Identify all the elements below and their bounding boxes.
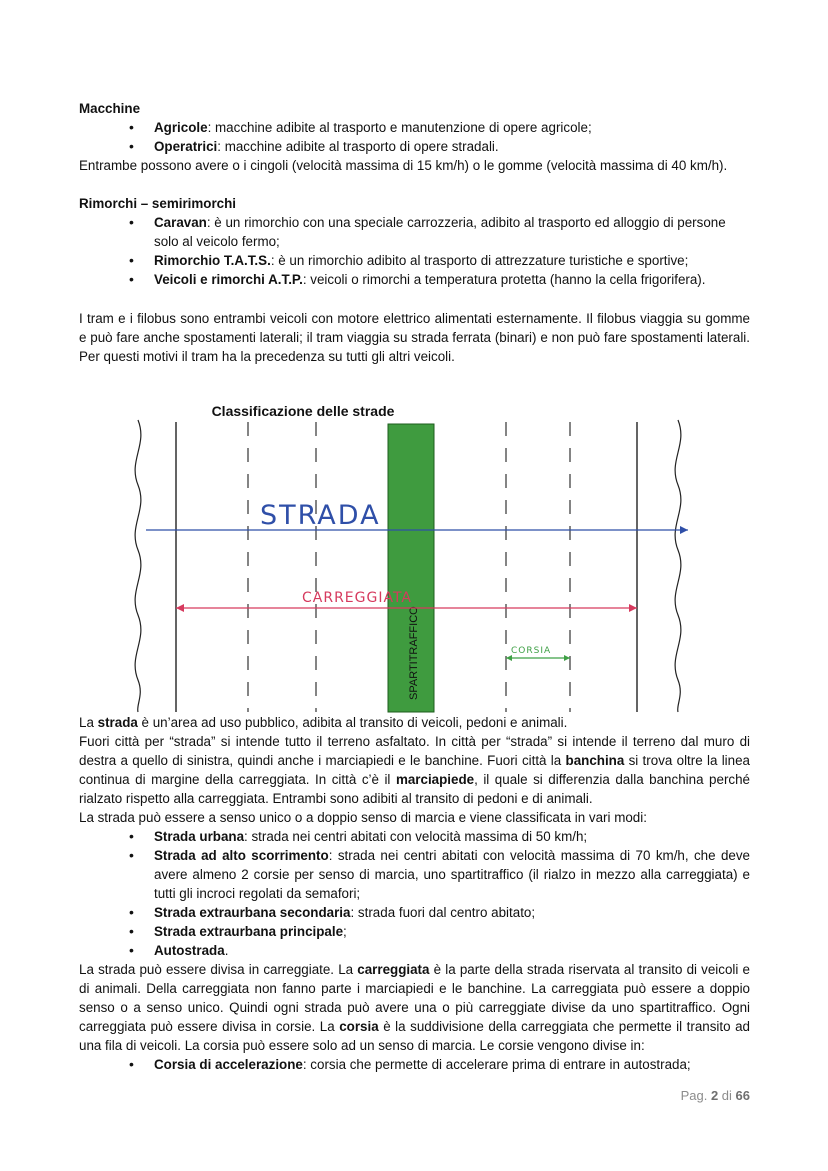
road-classification-intro: La strada può essere a senso unico o a doppio senso di marcia e viene classificata in vari modi:	[79, 810, 647, 825]
list-item	[79, 251, 750, 270]
term-corsia: corsia	[339, 1019, 379, 1034]
list-item	[79, 903, 750, 922]
item-text: : strada nei centri abitati con velocità massima di 70 km/h, che deve avere almeno 2 corsie per senso di marcia, uno spartitraffico (il rialzo in mezzo alla carreggiata) e tutti gli incroci regolati da semafori;	[154, 848, 750, 901]
trailers-section	[79, 194, 750, 289]
list-item	[79, 213, 750, 251]
term-banchina: banchina	[565, 753, 625, 768]
strada-arrowhead	[680, 526, 688, 534]
term-marciapiede: marciapiede	[395, 772, 475, 787]
item-term: Agricole	[154, 120, 208, 135]
carreggiata-arrowhead-left	[176, 604, 184, 612]
item-text: : macchine adibite al trasporto di opere stradali.	[217, 139, 499, 154]
item-text: .	[224, 943, 229, 958]
road-types-list	[79, 827, 750, 960]
item-text: : veicoli o rimorchi a temperatura protetta (hanno la cella frigorifera).	[302, 272, 706, 287]
list-item	[79, 270, 750, 289]
list-item	[79, 846, 750, 903]
road-classification-diagram	[110, 400, 710, 715]
item-term: Strada extraurbana secondaria	[154, 905, 351, 920]
carreggiata-arrowhead-right	[629, 604, 637, 612]
item-text: : è un rimorchio adibito al trasporto di attrezzature turistiche e sportive;	[270, 253, 689, 268]
item-term: Autostrada	[154, 943, 225, 958]
road-section	[79, 713, 750, 1074]
item-text: : è un rimorchio con una speciale carrozzeria, adibito al trasporto ed alloggio di persone solo al veicolo fermo;	[154, 215, 726, 249]
term-strada: strada	[97, 715, 138, 730]
text-span: è la parte della strada riservata al transito di veicoli e di animali. Della carreggiata non fanno parte i marciapiedi e le banchine. La carreggiata può essere a doppio senso o a senso unico. Quindi ogni strada può avere una o più carreggiate divise da uno spartitraffico. Ogni carreggiata può essere divisa in corsie. La	[79, 962, 750, 1034]
item-term: Strada extraurbana principale	[154, 924, 344, 939]
corsia-label: CORSIA	[511, 646, 552, 656]
text-span: Fuori città per “strada” si intende tutto il terreno asfaltato. In città per “strada” si intende il terreno dal muro di destra a quello di sinistra, quindi anche i marciapiedi e le banchine. Fuori città la	[79, 734, 750, 768]
right-wavy-edge	[675, 420, 681, 712]
footer-middle: di	[718, 1088, 736, 1103]
text-span: , il quale si differenzia dalla banchina perché rialzato rispetto alla carreggiata. Entrambi sono adibiti al transito di pedoni e di animali.	[79, 772, 750, 806]
text-span: si trova oltre la linea continua di margine della carreggiata. In città c’è il	[79, 753, 750, 787]
item-text: ;	[343, 924, 347, 939]
machines-section	[79, 99, 750, 175]
tram-paragraph: I tram e i filobus sono entrambi veicoli con motore elettrico alimentati esternamente. Il filobus viaggia su gomme e può fare anche spostamenti laterali; il tram viaggia su strada ferrata (binari) e non può fare spostamenti laterali. Per questi motivi il tram ha la precedenza su tutti gli altri veicoli.	[79, 311, 750, 364]
item-text: : strada fuori dal centro abitato;	[350, 905, 536, 920]
page-footer	[660, 1088, 750, 1103]
diagram-title: Classificazione delle strade	[211, 403, 395, 419]
item-text: : strada nei centri abitati con velocità massima di 50 km/h;	[244, 829, 588, 844]
left-wavy-edge	[135, 420, 141, 712]
item-term: Strada urbana	[154, 829, 245, 844]
carreggiata-label: CARREGGIATA	[302, 590, 413, 606]
item-term: Operatrici	[154, 139, 218, 154]
list-item	[79, 941, 750, 960]
item-term: Veicoli e rimorchi A.T.P.	[154, 272, 303, 287]
text-span: è la suddivisione della carreggiata che permette il transito ad una fila di veicoli. La corsia può essere solo ad un senso di marcia. Le corsie vengono divise in:	[79, 1019, 750, 1053]
carriageway-paragraph	[79, 960, 750, 1055]
corsia-arrowhead-right	[564, 655, 570, 661]
lanes-list	[79, 1055, 750, 1074]
road-definition	[79, 713, 750, 732]
item-term: Strada ad alto scorrimento	[154, 848, 329, 863]
item-term: Caravan	[154, 215, 207, 230]
trailers-heading: Rimorchi – semirimorchi	[79, 196, 237, 211]
term-carreggiata: carreggiata	[357, 962, 430, 977]
machines-note: Entrambe possono avere o i cingoli (velocità massima di 15 km/h) o le gomme (velocità massima di 40 km/h).	[79, 158, 728, 173]
footer-prefix: Pag.	[680, 1088, 711, 1103]
text-span: è un’area ad uso pubblico, adibita al transito di veicoli, pedoni e animali.	[137, 715, 568, 730]
text-span: La	[79, 715, 98, 730]
list-item	[79, 1055, 750, 1074]
item-text: : corsia che permette di accelerare prima di entrare in autostrada;	[302, 1057, 691, 1072]
list-item	[79, 922, 750, 941]
list-item	[79, 137, 750, 156]
machines-list	[79, 118, 750, 156]
strada-label: STRADA	[260, 500, 381, 531]
trailers-list	[79, 213, 750, 289]
item-term: Rimorchio T.A.T.S.	[154, 253, 271, 268]
page-number: 2	[710, 1088, 719, 1103]
text-span: La strada può essere divisa in carreggiate. La	[79, 962, 358, 977]
item-text: : macchine adibite al trasporto e manutenzione di opere agricole;	[207, 120, 592, 135]
road-city-paragraph	[79, 732, 750, 808]
item-term: Corsia di accelerazione	[154, 1057, 303, 1072]
machines-heading: Macchine	[79, 101, 141, 116]
spartitraffico-label: SPARTITRAFFICO	[408, 606, 420, 700]
page-total: 66	[735, 1088, 750, 1103]
list-item	[79, 827, 750, 846]
list-item	[79, 118, 750, 137]
